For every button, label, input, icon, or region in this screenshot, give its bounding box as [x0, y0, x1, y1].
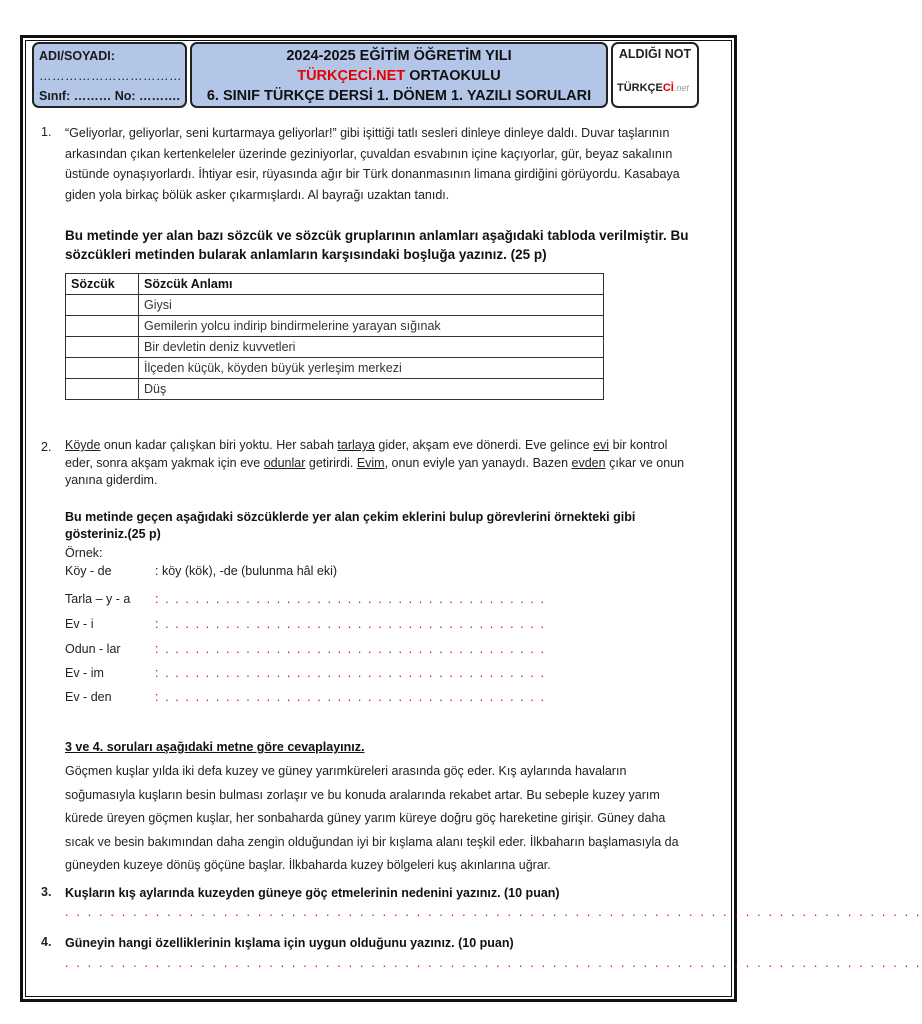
table-header-word: Sözcük	[66, 274, 139, 295]
school-year: 2024-2025 EĞİTİM ÖĞRETİM YILI	[286, 48, 512, 64]
q4-text: Güneyin hangi özelliklerinin kışlama için uygun olduğunu yazınız. (10 puan)	[65, 936, 514, 950]
table-header-meaning: Sözcük Anlamı	[139, 274, 604, 295]
suffix-row	[65, 590, 546, 608]
q4-number: 4.	[41, 935, 52, 949]
meaning-cell: Gemilerin yolcu indirip bindirmelerine yarayan sığınak	[139, 316, 604, 337]
suffix-row	[65, 664, 546, 682]
class-number-label: Sınıf: ……… No: ……….	[39, 89, 180, 103]
table-row	[66, 295, 604, 316]
answer-dots[interactable]: : . . . . . . . . . . . . . . . . . . . . . . . . . . . . . . . . . . . . . .	[155, 592, 546, 606]
q4-answer-line[interactable]: . . . . . . . . . . . . . . . . . . . . . . . . . . . . . . . . . . . . . . . . . . . . . . . . . . . . . . . . . . . . . . . . . . . . . . . . . . . .	[65, 956, 922, 970]
example-row	[65, 562, 337, 580]
q2-passage: Köyde onun kadar çalışkan biri yoktu. Her sabah tarlaya gider, akşam eve dönerdi. Eve gelince evi bir kontrol eder, sonra akşam yakmak için eve odunlar getirirdi. Evim, onun eviyle yan yanaydı. Bazen evden çıkar ve onun yanına giderdim.	[65, 438, 685, 487]
suffix-row	[65, 688, 546, 706]
answer-dots[interactable]: : . . . . . . . . . . . . . . . . . . . . . . . . . . . . . . . . . . . . . .	[155, 642, 546, 656]
answer-cell[interactable]	[66, 379, 139, 400]
suffix-word: Ev - den	[65, 690, 112, 704]
exam-title: 6. SINIF TÜRKÇE DERSİ 1. DÖNEM 1. YAZILI SORULARI	[206, 88, 592, 104]
school-name	[192, 66, 606, 86]
suffix-word: Ev - im	[65, 666, 104, 680]
school-name-rest: ORTAOKULU	[405, 68, 501, 84]
example-label: Örnek:	[65, 546, 103, 560]
q3-text: Kuşların kış aylarında kuzeyden güneye göç etmelerinin nedenini yazınız. (10 puan)	[65, 886, 560, 900]
turkceci-logo: TÜRKÇECİ.net	[617, 82, 689, 94]
meaning-cell: Giysi	[139, 295, 604, 316]
exam-title-box	[190, 42, 608, 108]
table-row	[66, 316, 604, 337]
answer-cell[interactable]	[66, 316, 139, 337]
q3-number: 3.	[41, 885, 52, 899]
q2-number: 2.	[41, 440, 52, 454]
table-row	[66, 337, 604, 358]
example-word: Köy - de	[65, 564, 112, 578]
suffix-row	[65, 640, 546, 658]
q34-heading: 3 ve 4. soruları aşağıdaki metne göre cevaplayınız.	[65, 740, 365, 754]
suffix-word: Ev - i	[65, 617, 94, 631]
grade-box	[611, 42, 699, 108]
suffix-word: Odun - lar	[65, 642, 121, 656]
q1-number: 1.	[41, 125, 52, 139]
table-header-row	[66, 274, 604, 295]
meaning-cell: İlçeden küçük, köyden büyük yerleşim merkezi	[139, 358, 604, 379]
grade-label: ALDIĞI NOT	[618, 47, 692, 61]
student-info-box	[32, 42, 187, 108]
name-dots: ……………………………	[39, 69, 182, 83]
suffix-row	[65, 615, 546, 633]
q2-instruction: Bu metinde geçen aşağıdaki sözcüklerde yer alan çekim eklerini bulup görevlerini örnekteki gibi gösteriniz.(25 p)	[65, 510, 636, 541]
table-row	[66, 358, 604, 379]
name-label: ADI/SOYADI:	[39, 49, 115, 63]
answer-cell[interactable]	[66, 295, 139, 316]
q3-answer-line[interactable]: . . . . . . . . . . . . . . . . . . . . . . . . . . . . . . . . . . . . . . . . . . . . . . . . . . . . . . . . . . . . . . . . . . . . . . . . . . . .	[65, 905, 922, 919]
example-answer: : köy (kök), -de (bulunma hâl eki)	[155, 564, 338, 578]
q1-passage: “Geliyorlar, geliyorlar, seni kurtarmaya geliyorlar!” gibi işittiği tatlı sesleri dinleye dinleye daldı. Duvar taşlarının arkasından çıkan kertenkeleler üzerinde geziniyorlar, çuvaldan esvabının içine kaçıyorlar, gür, beyaz sakalının üstünde oynaşıyorlardı. İhtiyar esir, rüyasında ağır bir Türk donanmasının limana girdiğini görüyordu. Kasabaya giden yola birkaç bölük asker çıkarmışlardı. Al bayrağı uzaktan tanıdı.	[65, 126, 680, 202]
q34-passage: Göçmen kuşlar yılda iki defa kuzey ve güney yarımküreleri arasında göç eder. Kış aylarında havaların soğumasıyla kuşların besin bulması zorlaşır ve bu konuda aralarında rekabet artar. Bu sebeple kuzey yarım kürede üreyen göçmen kuşlar, her sonbaharda güney yarım küreye doğru göç hareketine girişir. Güney daha sıcak ve besin bakımından daha zengin olduğundan iyi bir kışlama alanı teşkil eder. İlkbaharın başlamasıyla da güneyden kuzeye dönüş göçüne başlar. İlkbaharda kuzey bölgeleri kuş akınlarına uğrar.	[65, 764, 679, 872]
meaning-cell: Düş	[139, 379, 604, 400]
school-name-red: TÜRKÇECİ.NET	[297, 68, 406, 84]
answer-dots[interactable]: : . . . . . . . . . . . . . . . . . . . . . . . . . . . . . . . . . . . . . .	[155, 666, 546, 680]
table-row	[66, 379, 604, 400]
answer-cell[interactable]	[66, 358, 139, 379]
meaning-cell: Bir devletin deniz kuvvetleri	[139, 337, 604, 358]
answer-dots[interactable]: : . . . . . . . . . . . . . . . . . . . . . . . . . . . . . . . . . . . . . .	[155, 690, 546, 704]
vocabulary-table	[65, 273, 604, 400]
answer-dots[interactable]: : . . . . . . . . . . . . . . . . . . . . . . . . . . . . . . . . . . . . . .	[155, 617, 546, 631]
answer-cell[interactable]	[66, 337, 139, 358]
q1-instruction: Bu metinde yer alan bazı sözcük ve sözcük gruplarının anlamları aşağıdaki tabloda verilmiştir. Bu sözcükleri metinden bularak anlamların karşısındaki boşluğa yazınız. (25 p)	[65, 228, 689, 262]
suffix-word: Tarla – y - a	[65, 592, 131, 606]
